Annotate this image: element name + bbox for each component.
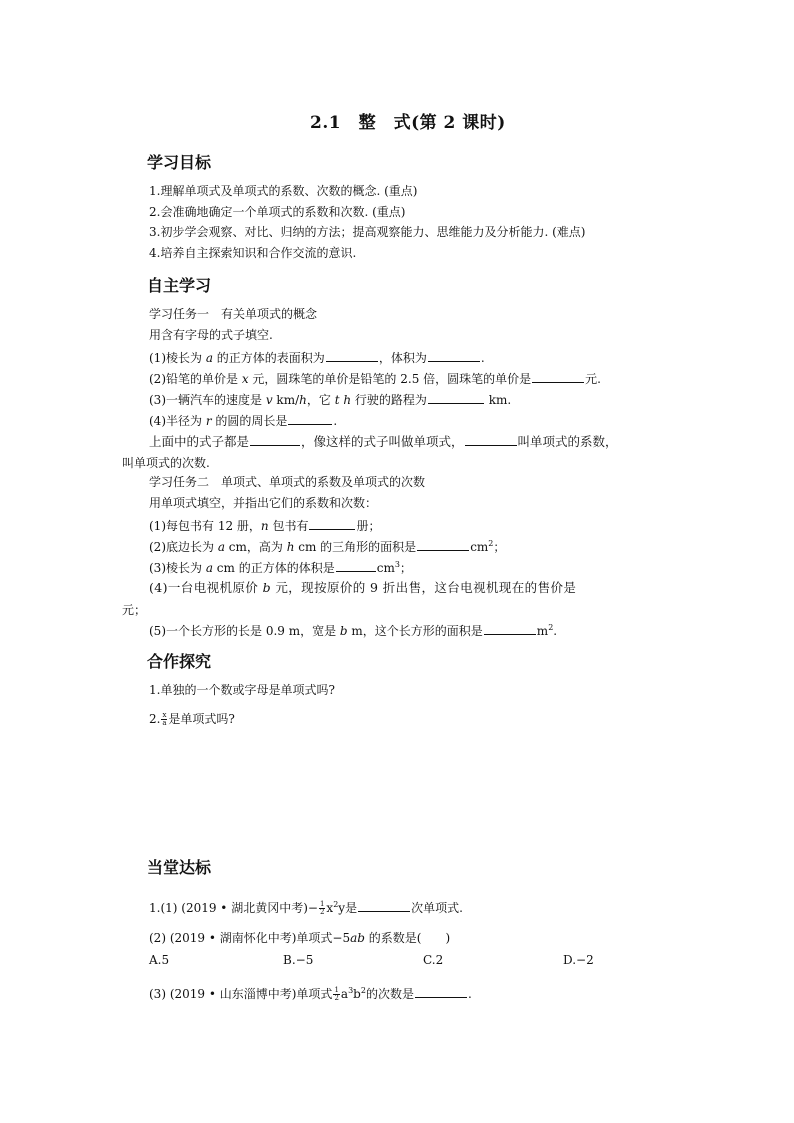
goal-item: 2.会准确地确定一个单项式的系数和次数. (重点) [149, 205, 406, 219]
exercise-2: (2) (2019 • 湖南怀化中考)单项式−5ab 的系数是( ) [149, 931, 451, 945]
answer-blank[interactable] [309, 517, 355, 530]
answer-blank[interactable] [428, 391, 484, 404]
answer-blank[interactable] [288, 412, 332, 425]
goal-item: 4.培养自主探索知识和合作交流的意识. [149, 246, 357, 260]
answer-blank[interactable] [336, 559, 376, 572]
task1-question-1: (1)棱长为 a 的正方体的表面积为 ，体积为 . [149, 351, 485, 365]
answer-blank[interactable] [465, 433, 517, 446]
task1-question-4: (4)半径为 r 的圆的周长是 . [149, 414, 338, 428]
answer-blank[interactable] [250, 433, 300, 446]
exercise-3: (3) (2019 • 山东淄博中考)单项式 $\frac{1}{2}$ $a^3b^2$的次数是 . [149, 986, 472, 1002]
task2-question-4-cont: 元； [122, 603, 147, 617]
exercise-1: 1.(1) (2019 • 湖北黄冈中考)− $\frac{1}{2}$ $x^2y$是 次单项式. [149, 900, 463, 916]
task2-question-1: (1)每包书有 12 册，n 包书有 册； [149, 519, 381, 533]
answer-blank[interactable] [428, 349, 480, 362]
goal-item: 1.理解单项式及单项式的系数、次数的概念. (重点) [149, 184, 418, 198]
task2-intro: 用单项式填空，并指出它们的系数和次数： [149, 496, 378, 510]
task2-question-4: (4)一台电视机原价 b 元，现按原价的 9 折出售，这台电视机现在的售价是 [149, 580, 577, 595]
task1-intro: 用含有字母的式子填空. [149, 328, 273, 342]
coop-question-1: 1.单独的一个数或字母是单项式吗? [149, 683, 335, 697]
task2-question-5: (5)一个长方形的长是 0.9 m，宽是 b m，这个长方形的面积是 $m^2$. [149, 623, 558, 638]
answer-blank[interactable] [484, 622, 536, 635]
goal-item: 3.初步学会观察、对比、归纳的方法；提高观察能力、思维能力及分析能力. (难点) [149, 225, 586, 239]
task2-question-3: (3)棱长为 a cm 的正方体的体积是 $cm^3$； [149, 560, 412, 575]
option-a[interactable]: A.5 [149, 953, 170, 967]
answer-blank[interactable] [326, 349, 378, 362]
answer-blank[interactable] [415, 985, 467, 998]
fraction: $\frac{1}{2}$ [319, 900, 325, 916]
fraction: $\frac{1}{2}$ [334, 986, 339, 1002]
answer-blank[interactable] [417, 538, 469, 551]
answer-blank[interactable] [532, 370, 584, 383]
option-d[interactable]: D.−2 [563, 953, 594, 967]
answer-blank[interactable] [358, 899, 410, 912]
task1-question-2: (2)铅笔的单价是 x 元，圆珠笔的单价是铅笔的 2.5 倍，圆珠笔的单价是 元. [149, 372, 601, 386]
section-heading-goals: 学习目标 [147, 153, 212, 172]
section-heading-coop: 合作探究 [147, 652, 212, 671]
option-b[interactable]: B.−5 [283, 953, 314, 967]
fraction: $\frac{x}{a}$ [162, 711, 167, 727]
task1-question-3: (3)一辆汽车的速度是 v km/h，它 t h 行驶的路程为 km. [149, 393, 512, 407]
section-heading-self-study: 自主学习 [147, 276, 212, 295]
section-heading-class-test: 当堂达标 [147, 858, 212, 877]
task2-question-2: (2)底边长为 a cm，高为 h cm 的三角形的面积是 $cm^2$； [149, 539, 506, 554]
task1-title: 学习任务一 有关单项式的概念 [149, 307, 318, 321]
task1-summary-cont: 叫单项式的次数. [122, 456, 210, 470]
coop-question-2: 2. $\frac{x}{a}$ 是单项式吗? [149, 711, 235, 727]
page-title: 2.1 整 式(第 2 课时) [310, 113, 506, 133]
option-c[interactable]: C.2 [423, 953, 444, 967]
task1-summary: 上面中的式子都是 ，像这样的式子叫做单项式， 叫单项式的系数， [149, 434, 618, 449]
task2-title: 学习任务二 单项式、单项式的系数及单项式的次数 [149, 475, 426, 489]
